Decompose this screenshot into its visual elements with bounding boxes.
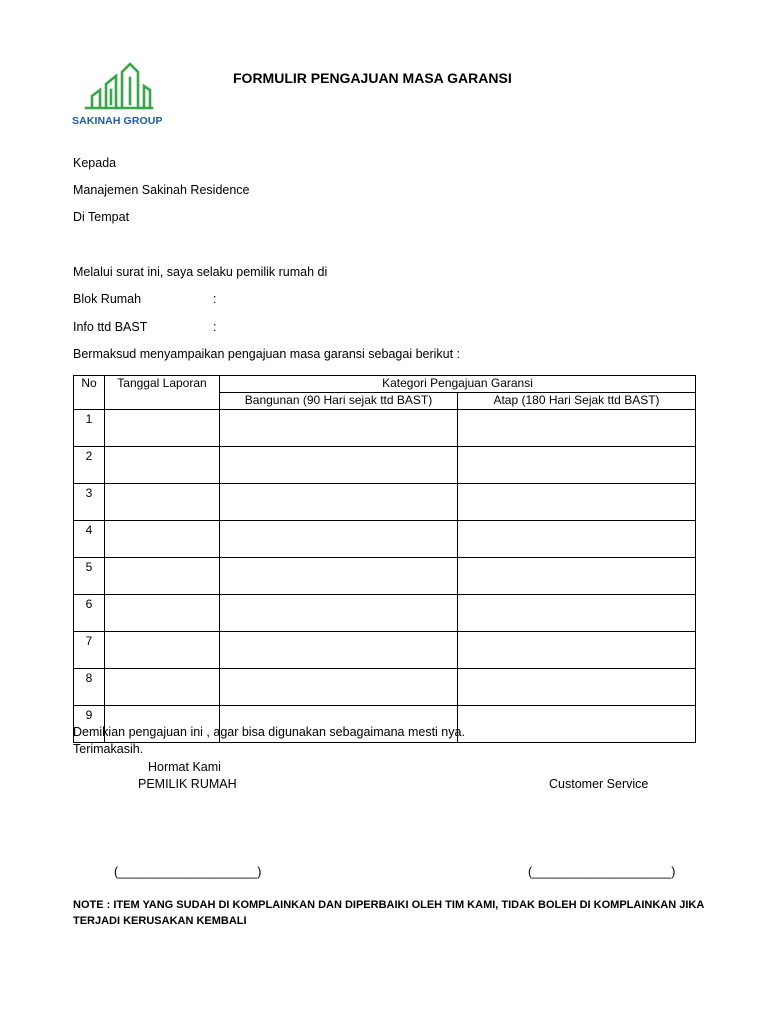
blok-rumah-colon: : — [213, 292, 217, 306]
date-cell[interactable] — [105, 669, 220, 706]
roof-cell[interactable] — [458, 706, 696, 743]
customer-service-label: Customer Service — [549, 777, 649, 791]
company-name: SAKINAH GROUP — [72, 115, 163, 127]
table-row — [74, 632, 696, 669]
table-row — [74, 595, 696, 632]
roof-cell[interactable] — [458, 669, 696, 706]
date-cell[interactable] — [105, 558, 220, 595]
building-logo-icon — [84, 60, 154, 112]
intro-text: Melalui surat ini, saya selaku pemilik rumah di — [73, 265, 328, 279]
table-row — [74, 484, 696, 521]
header-building: Bangunan (90 Hari sejak ttd BAST) — [220, 393, 458, 410]
table-row — [74, 410, 696, 447]
row-number: 4 — [74, 521, 105, 558]
header-no: No — [74, 376, 105, 410]
building-cell[interactable] — [220, 447, 458, 484]
building-cell[interactable] — [220, 669, 458, 706]
date-cell[interactable] — [105, 410, 220, 447]
row-number: 8 — [74, 669, 105, 706]
building-cell[interactable] — [220, 595, 458, 632]
owner-signature-line: (____________________) — [114, 865, 262, 879]
roof-cell[interactable] — [458, 558, 696, 595]
roof-cell[interactable] — [458, 521, 696, 558]
form-title: FORMULIR PENGAJUAN MASA GARANSI — [233, 70, 512, 86]
purpose-text: Bermaksud menyampaikan pengajuan masa garansi sebagai berikut : — [73, 347, 461, 361]
owner-label: PEMILIK RUMAH — [138, 777, 237, 791]
date-cell[interactable] — [105, 447, 220, 484]
date-cell[interactable] — [105, 521, 220, 558]
cs-signature-line: (____________________) — [528, 865, 676, 879]
roof-cell[interactable] — [458, 632, 696, 669]
header-date: Tanggal Laporan — [105, 376, 220, 410]
table-row — [74, 447, 696, 484]
note-text: NOTE : ITEM YANG SUDAH DI KOMPLAINKAN DAN DIPERBAIKI OLEH TIM KAMI, TIDAK BOLEH DI KOMPLAINKAN JIKA TERJADI KERUSAKAN KEMBALI — [73, 899, 704, 927]
closing-line-1: Demikian pengajuan ini , agar bisa digunakan sebagaimana mesti nya. — [73, 725, 465, 739]
row-number: 5 — [74, 558, 105, 595]
table-row — [74, 521, 696, 558]
row-number: 1 — [74, 410, 105, 447]
row-number: 9 — [74, 706, 105, 743]
warranty-table — [73, 375, 696, 743]
date-cell[interactable] — [105, 484, 220, 521]
roof-cell[interactable] — [458, 595, 696, 632]
building-cell[interactable] — [220, 484, 458, 521]
building-cell[interactable] — [220, 521, 458, 558]
address-line-1: Kepada — [73, 156, 117, 170]
closing-line-2: Terimakasih. — [73, 742, 144, 756]
date-cell[interactable] — [105, 595, 220, 632]
roof-cell[interactable] — [458, 447, 696, 484]
regards-text: Hormat Kami — [148, 760, 221, 774]
address-line-2: Manajemen Sakinah Residence — [73, 183, 250, 197]
row-number: 6 — [74, 595, 105, 632]
table-row — [74, 558, 696, 595]
date-cell[interactable] — [105, 632, 220, 669]
roof-cell[interactable] — [458, 410, 696, 447]
info-bast-label: Info ttd BAST — [73, 320, 148, 334]
building-cell[interactable] — [220, 632, 458, 669]
building-cell[interactable] — [220, 558, 458, 595]
roof-cell[interactable] — [458, 484, 696, 521]
company-logo — [72, 60, 164, 130]
row-number: 7 — [74, 632, 105, 669]
row-number: 2 — [74, 447, 105, 484]
address-line-3: Di Tempat — [73, 210, 130, 224]
blok-rumah-label: Blok Rumah — [73, 292, 142, 306]
header-roof: Atap (180 Hari Sejak ttd BAST) — [458, 393, 696, 410]
table-row — [74, 669, 696, 706]
building-cell[interactable] — [220, 410, 458, 447]
header-category: Kategori Pengajuan Garansi — [220, 376, 696, 393]
row-number: 3 — [74, 484, 105, 521]
info-bast-colon: : — [213, 320, 217, 334]
